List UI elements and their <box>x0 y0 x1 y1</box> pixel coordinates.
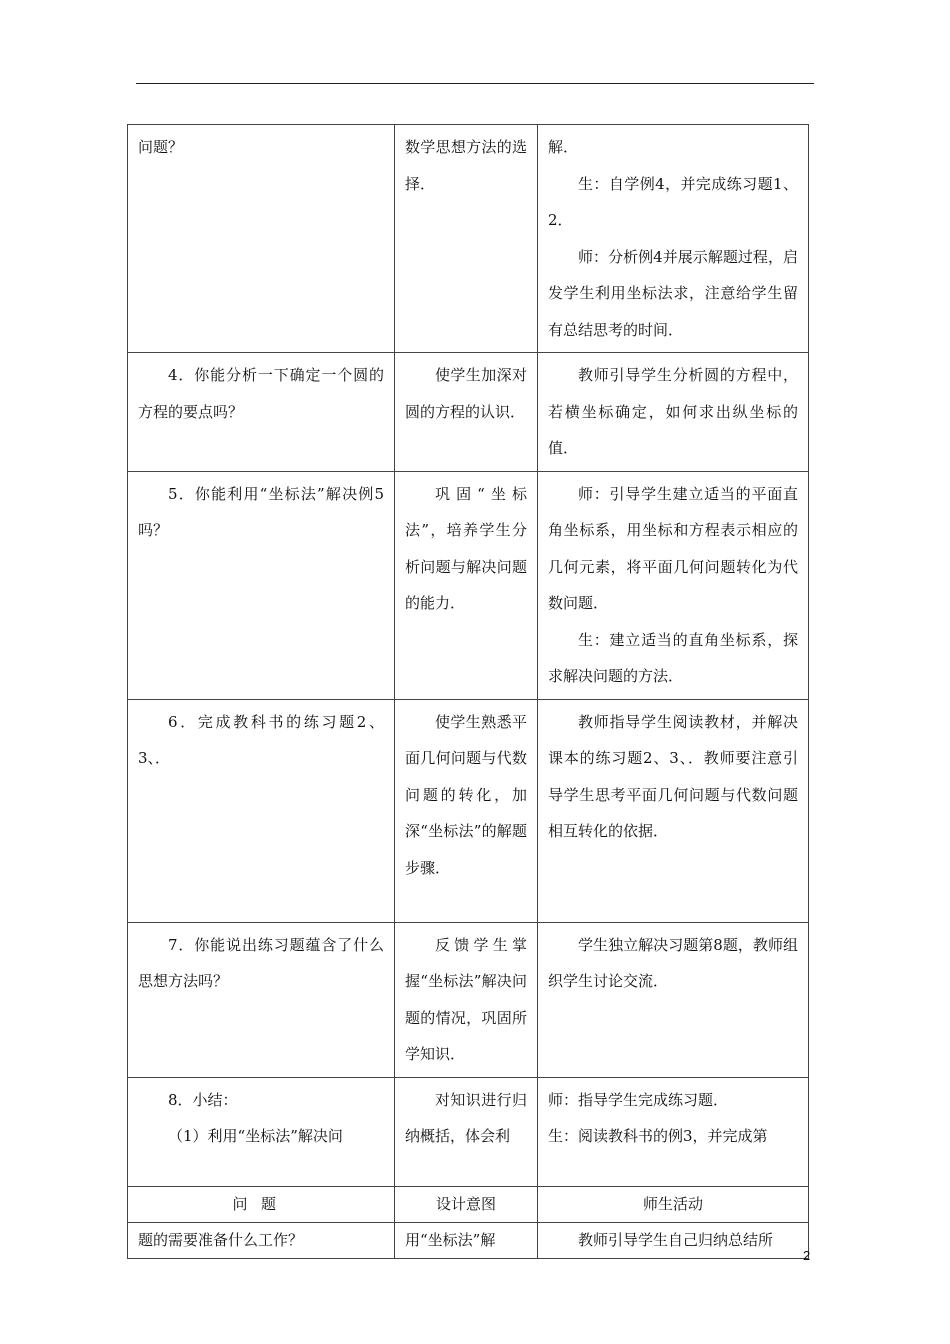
intent-cell <box>395 699 538 922</box>
table-row <box>128 1077 809 1186</box>
question-text: 6．完成教科书的练习题2、3、． <box>138 712 384 767</box>
question-text: 问题？ <box>138 138 184 156</box>
intent-text: 巩固“坐标法”，培养学生分析问题与解决问题的能力． <box>405 484 527 612</box>
page-number: 2 <box>803 1248 811 1263</box>
intent-text: 用“坐标法”解 <box>405 1230 496 1249</box>
question-cell <box>128 922 395 1077</box>
activity-text: 生：建立适当的直角坐标系，探求解决问题的方法． <box>548 630 798 685</box>
table-header-row <box>128 1186 809 1222</box>
activity-text: 教师指导学生阅读教材，并解决课本的练习题2、3、．教师要注意引导学生思考平面几何问题与代数问题相互转化的依据． <box>548 712 798 840</box>
question-cell <box>128 353 395 472</box>
intent-text: 数学思想方法的选择． <box>405 138 527 193</box>
header-intent: 设计意图 <box>395 1186 538 1222</box>
question-text: 8．小结： <box>168 1090 238 1109</box>
intent-cell <box>395 922 538 1077</box>
question-cell <box>128 699 395 922</box>
activity-text: 学生独立解决习题第8题，教师组织学生讨论交流． <box>548 935 798 990</box>
activity-cell <box>538 353 809 472</box>
activity-cell <box>538 1222 809 1258</box>
activity-text: 生：自学例4，并完成练习题1、2． <box>548 174 798 229</box>
intent-text: 使学生熟悉平面几何问题与代数问题的转化，加深“坐标法”的解题步骤． <box>405 712 527 877</box>
activity-text: 教师引导学生分析圆的方程中，若横坐标确定，如何求出纵坐标的值． <box>548 366 798 457</box>
question-text: 7．你能说出练习题蕴含了什么思想方法吗？ <box>138 935 384 990</box>
table-row <box>128 471 809 699</box>
header-question: 问题 <box>128 1186 395 1222</box>
intent-text: 对知识进行归纳概括，体会利 <box>405 1090 527 1145</box>
activity-text: 师：分析例4并展示解题过程，启发学生利用坐标法求，注意给学生留有总结思考的时间． <box>548 247 798 339</box>
intent-cell <box>395 1222 538 1258</box>
activity-text: 生：阅读教科书的例3，并完成第 <box>548 1127 768 1145</box>
activity-text: 师：引导学生建立适当的平面直角坐标系，用坐标和方程表示相应的几何元素，将平面几何问题转化为代数问题． <box>548 484 798 612</box>
question-text: 题的需要准备什么工作？ <box>138 1230 304 1249</box>
intent-cell <box>395 1077 538 1186</box>
question-cell <box>128 125 395 353</box>
table-row <box>128 699 809 922</box>
activity-text: 师：指导学生完成练习题． <box>548 1090 729 1109</box>
table-row <box>128 1222 809 1258</box>
question-cell <box>128 471 395 699</box>
header-activity: 师生活动 <box>538 1186 809 1222</box>
intent-cell <box>395 353 538 472</box>
intent-cell <box>395 125 538 353</box>
header-rule <box>136 83 814 84</box>
question-cell <box>128 1222 395 1258</box>
question-text: 5．你能利用“坐标法”解决例5吗？ <box>138 484 384 539</box>
activity-text: 教师引导学生自己归纳总结所 <box>578 1230 774 1249</box>
activity-cell <box>538 471 809 699</box>
intent-text: 反馈学生掌握“坐标法”解决问题的情况，巩固所学知识． <box>405 935 527 1063</box>
activity-cell <box>538 922 809 1077</box>
activity-text: 解． <box>548 138 579 156</box>
table-row <box>128 922 809 1077</box>
table-row <box>128 125 809 353</box>
question-text: （1）利用“坐标法”解决问 <box>168 1127 343 1145</box>
question-cell <box>128 1077 395 1186</box>
lesson-plan-table <box>127 124 809 1259</box>
question-text: 4．你能分析一下确定一个圆的方程的要点吗？ <box>138 366 384 421</box>
activity-cell <box>538 1077 809 1186</box>
activity-cell <box>538 699 809 922</box>
table-row <box>128 353 809 472</box>
activity-cell <box>538 125 809 353</box>
intent-text: 使学生加深对圆的方程的认识． <box>405 366 527 421</box>
intent-cell <box>395 471 538 699</box>
